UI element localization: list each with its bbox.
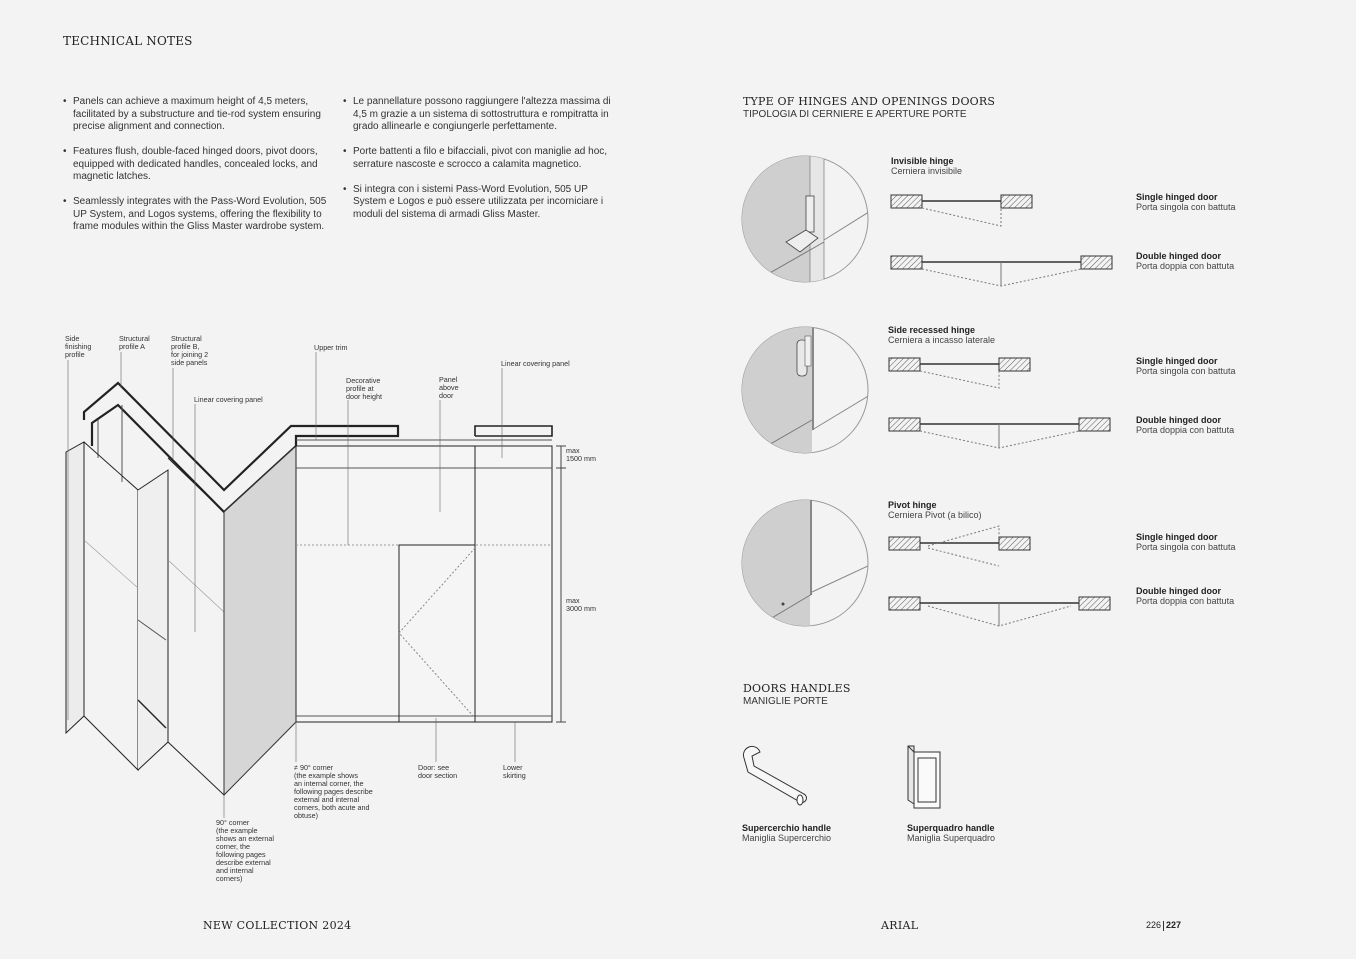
label-max-1500: max 1500 mm xyxy=(566,446,596,463)
label-linear-panel: Linear covering panel xyxy=(194,395,263,404)
door-type: Single hinged door xyxy=(1136,532,1218,542)
door-type-label xyxy=(1136,415,1234,435)
handle-name-it: Maniglia Supercerchio xyxy=(742,833,832,843)
page-separator xyxy=(1163,921,1164,931)
note-item: • Le pannellature possono raggiungere l'altezza massima di 4,5 m grazie a un sistema di sottostruttura e rompitratta in grado allinearle e congiungerle perfettamente. xyxy=(343,96,611,134)
label-max-3000: max 3000 mm xyxy=(566,596,596,613)
door-type: Single hinged door xyxy=(1136,192,1218,202)
page-number-right: 227 xyxy=(1166,920,1182,930)
page-number-left: 226 xyxy=(1146,920,1162,930)
note-item: • Si integra con i sistemi Pass-Word Evolution, 505 UP System e Logos e può essere utilizzata per incorniciare i moduli del sistema di armadi Gliss Master. xyxy=(343,184,611,222)
handle-name: Superquadro handle xyxy=(907,823,995,833)
side-recessed-hinge-detail xyxy=(740,320,870,460)
label-lower-skirting: Lower skirting xyxy=(503,763,526,780)
door-type-it: Porta singola con battuta xyxy=(1136,366,1236,376)
label-side-finishing: Side finishing profile xyxy=(65,334,92,359)
note-item: • Seamlessly integrates with the Pass-Word Evolution, 505 UP System, and Logos systems, offering the flexibility to frame modules within the Gliss Master wardrobe system. xyxy=(63,196,331,234)
label-upper-trim: Upper trim xyxy=(314,343,348,352)
note-item: • Panels can achieve a maximum height of 4,5 meters, facilitated by a substructure and tie-rod system ensuring precise alignment and connection. xyxy=(63,96,331,134)
door-type-label xyxy=(1136,586,1234,606)
hinges-title: TYPE OF HINGES AND OPENINGS DOORS xyxy=(743,95,996,108)
label-door-section: Door: see door section xyxy=(418,763,458,780)
door-type: Double hinged door xyxy=(1136,415,1221,425)
hinge-label xyxy=(888,500,982,520)
invisible-hinge-detail xyxy=(740,150,880,290)
door-type-it: Porta singola con battuta xyxy=(1136,542,1236,552)
superquadro-handle-drawing xyxy=(908,746,940,808)
label-decorative-profile: Decorative profile at door height xyxy=(346,376,382,401)
note-item: • Porte battenti a filo e bifacciali, pivot con maniglie ad hoc, serrature nascoste e scrocco a calamita magnetico. xyxy=(343,146,611,171)
handle-name: Supercerchio handle xyxy=(742,823,832,833)
footer-product: ARIAL xyxy=(881,919,919,932)
hinge-name: Side recessed hinge xyxy=(888,325,976,335)
note-item: • Features flush, double-faced hinged doors, pivot doors, equipped with dedicated handles, concealed locks, and magnetic latches. xyxy=(63,146,331,184)
door-type: Double hinged door xyxy=(1136,251,1221,261)
door-type-label xyxy=(1136,251,1234,271)
label-structural-b: Structural profile B, for joining 2 side panels xyxy=(171,334,209,367)
label-corner-90: 90° corner (the example shows an external corner, the following pages describe external and internal corners) xyxy=(216,818,274,883)
pivot-hinge-detail xyxy=(740,495,870,635)
label-corner-not-90: ≠ 90° corner (the example shows an internal corner, the following pages describe external and internal corners, both acute and obtuse) xyxy=(294,763,373,820)
handle-label xyxy=(907,823,995,843)
door-type-it: Porta doppia con battuta xyxy=(1136,425,1235,435)
handles-title: DOORS HANDLES xyxy=(743,682,851,695)
door-type-it: Porta doppia con battuta xyxy=(1136,596,1235,606)
door-type: Double hinged door xyxy=(1136,586,1221,596)
hinges-heading xyxy=(743,95,995,120)
hinge-label xyxy=(888,325,995,345)
footer-collection: NEW COLLECTION 2024 xyxy=(203,919,352,932)
door-type-label xyxy=(1136,356,1236,376)
label-structural-a: Structural profile A xyxy=(119,334,150,351)
door-type-label xyxy=(1136,532,1236,552)
section-title: TECHNICAL NOTES xyxy=(63,34,193,48)
supercerchio-handle-drawing xyxy=(743,746,806,805)
handles-heading xyxy=(743,682,851,707)
hinges-subtitle: TIPOLOGIA DI CERNIERE E APERTURE PORTE xyxy=(743,109,967,120)
label-linear-panel: Linear covering panel xyxy=(501,359,570,368)
door-type-it: Porta doppia con battuta xyxy=(1136,261,1235,271)
handles-subtitle: MANIGLIE PORTE xyxy=(743,696,828,707)
door-type: Single hinged door xyxy=(1136,356,1218,366)
door-type-label xyxy=(1136,192,1236,212)
hinge-name: Invisible hinge xyxy=(891,156,954,166)
handle-name-it: Maniglia Superquadro xyxy=(907,833,996,843)
hinge-name-it: Cerniera Pivot (a bilico) xyxy=(888,510,982,520)
label-panel-above-door: Panel above door xyxy=(439,375,459,400)
hinge-name: Pivot hinge xyxy=(888,500,937,510)
door-type-it: Porta singola con battuta xyxy=(1136,202,1236,212)
hinge-name-it: Cerniera invisibile xyxy=(891,166,963,176)
page-numbers xyxy=(1146,920,1181,931)
handle-label xyxy=(742,823,831,843)
hinge-name-it: Cerniera a incasso laterale xyxy=(888,335,996,345)
hinge-label xyxy=(891,156,962,176)
